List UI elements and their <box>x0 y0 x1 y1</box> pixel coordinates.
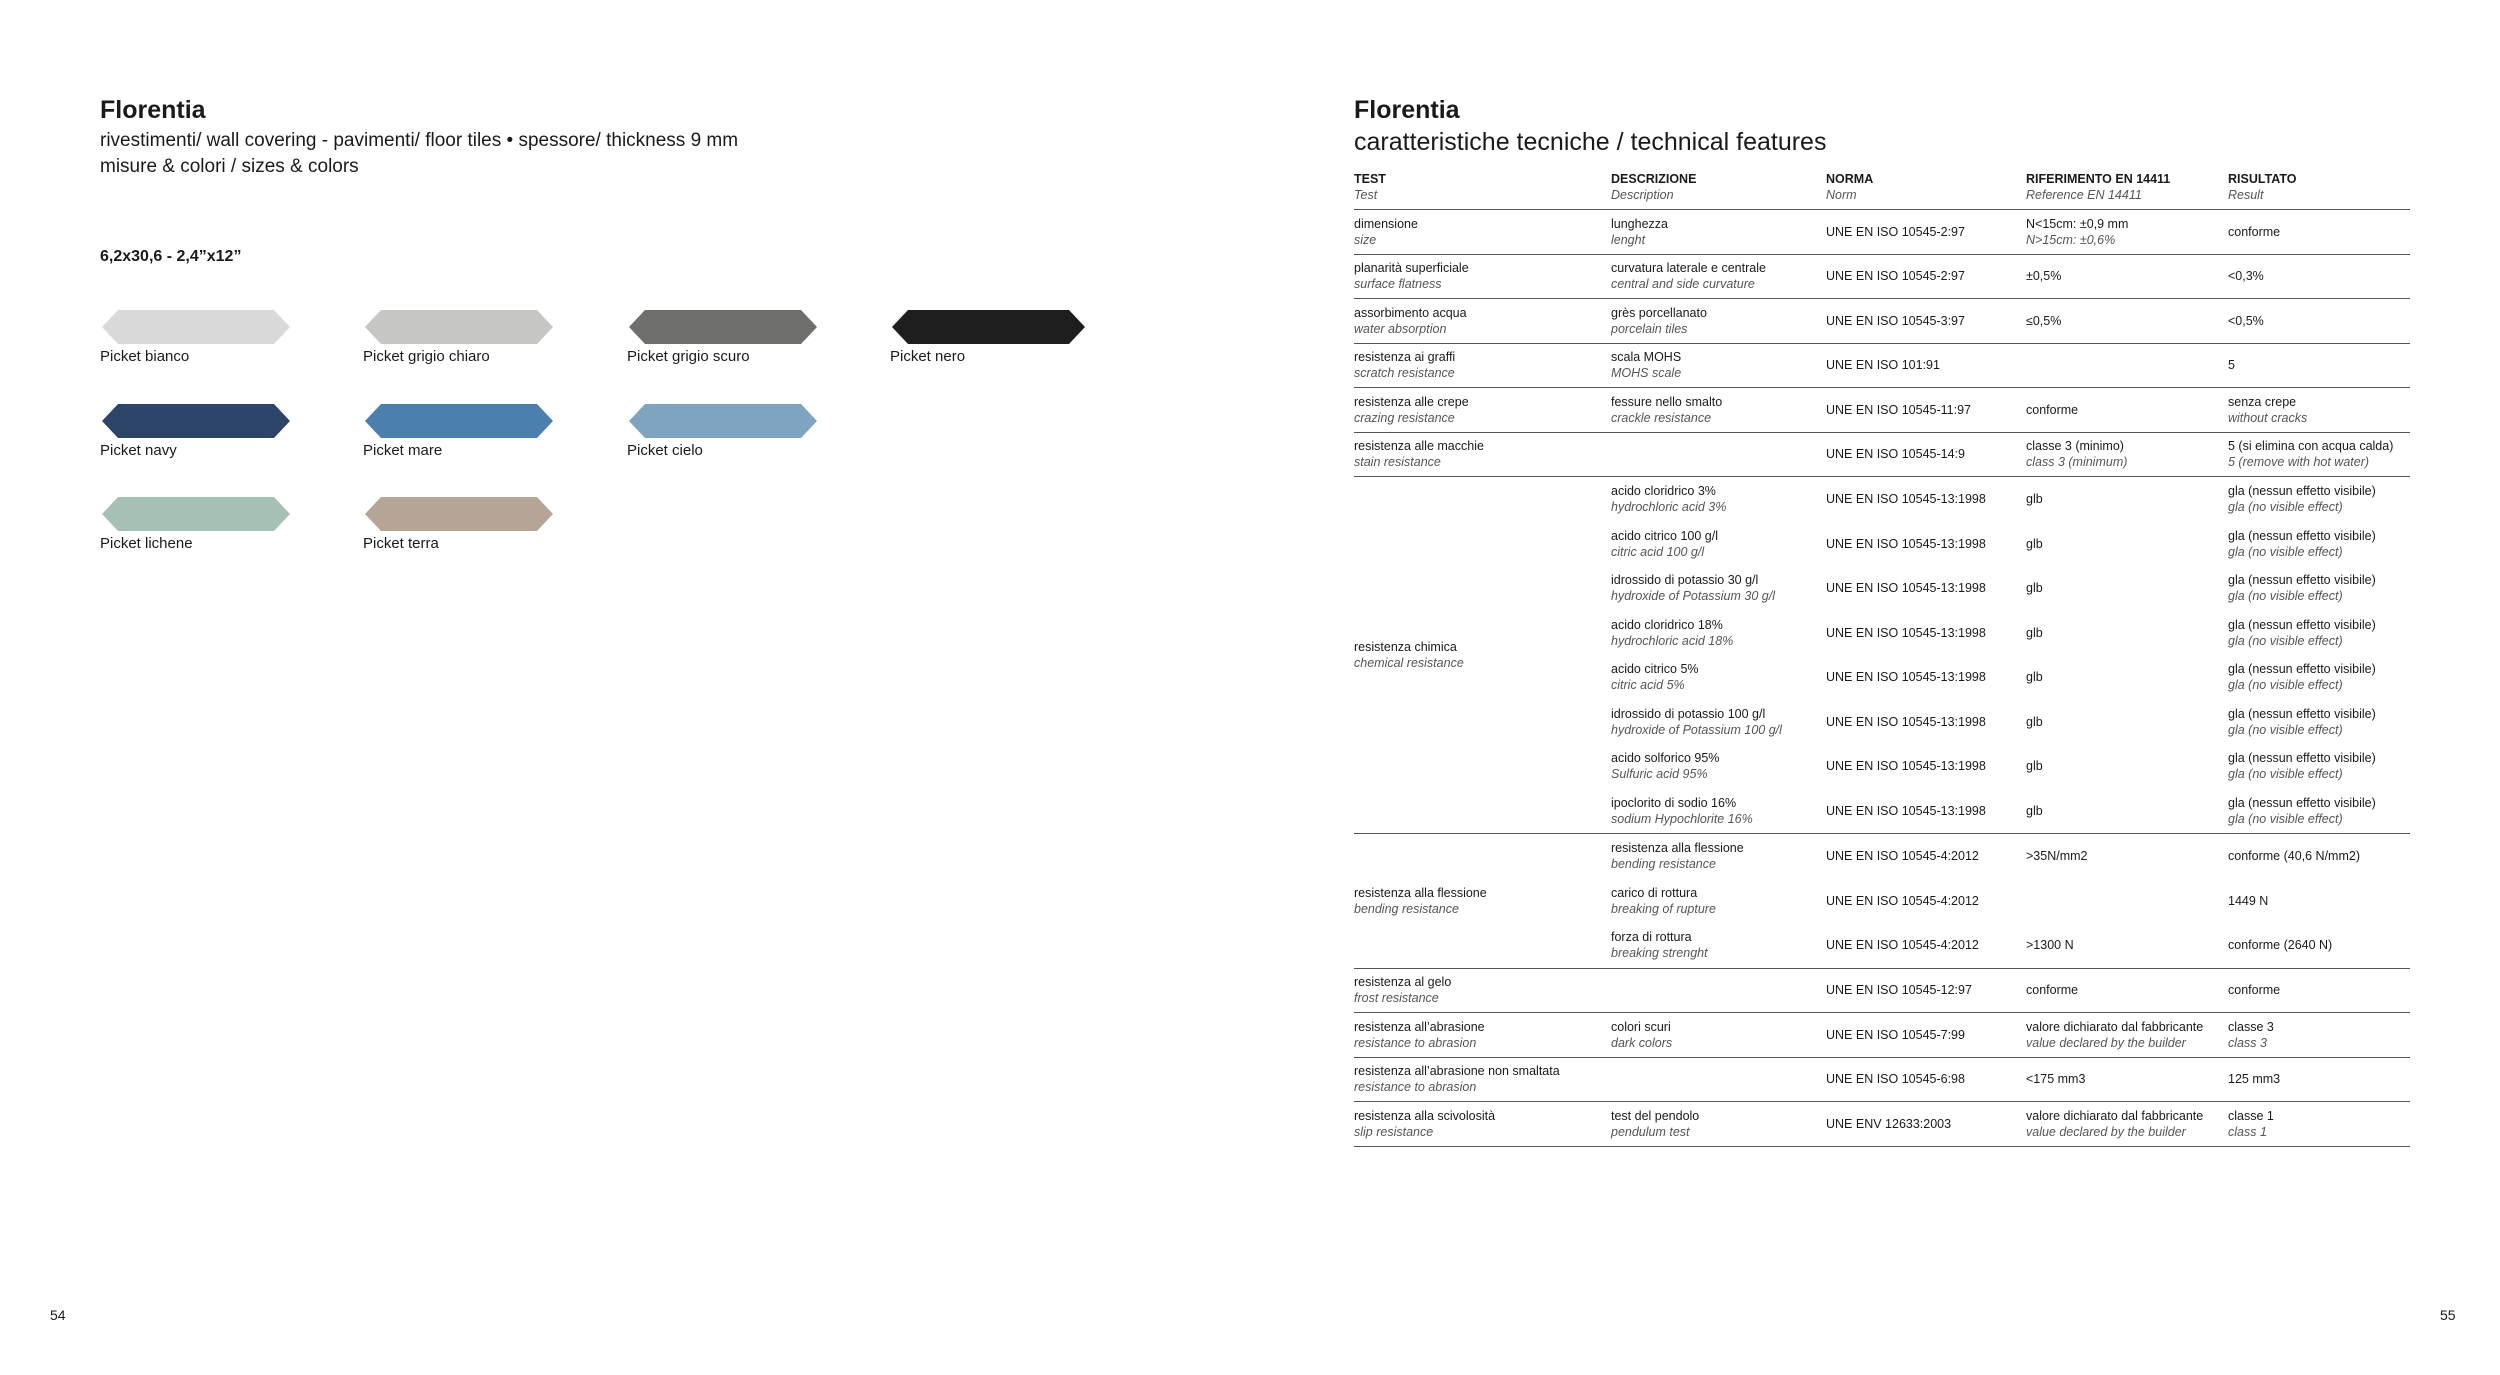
tile-swatch <box>363 308 557 346</box>
cell-text: classe 1 <box>2228 1108 2274 1123</box>
cell-text: resistenza alle macchie <box>1354 439 1484 454</box>
table-row <box>1354 254 2410 299</box>
tile-swatch-item <box>363 495 573 552</box>
tile-swatch-item <box>100 495 310 552</box>
cell-text: senza crepe <box>2228 394 2297 409</box>
cell-text: resistenza all’abrasione non smaltata <box>1354 1064 1560 1079</box>
size-label: 6,2x30,6 - 2,4”x12” <box>100 248 242 265</box>
cell-text: resistenza alle crepe <box>1354 394 1469 409</box>
cell-text: UNE EN ISO 10545-4:2012 <box>1826 893 1979 908</box>
cell-text-en: gla (no visible effect) <box>2228 589 2343 604</box>
cell-text-en: size <box>1354 232 1377 247</box>
cell-text-en: gla (no visible effect) <box>2228 633 2343 648</box>
cell-text: gla (nessun effetto visibile) <box>2228 706 2376 721</box>
cell-text: conforme <box>2026 983 2079 998</box>
cell-text: glb <box>2026 759 2043 774</box>
technical-features-table <box>1354 168 2410 1147</box>
cell-text-en: hydrochloric acid 18% <box>1611 633 1734 648</box>
cell-text-en: citric acid 5% <box>1611 678 1685 693</box>
cell-text-en: gla (no visible effect) <box>2228 811 2343 826</box>
cell-text: glb <box>2026 536 2043 551</box>
tile-swatch-item <box>100 402 310 459</box>
column-header-en: Description <box>1611 188 1674 202</box>
tile-swatch-item <box>627 308 837 365</box>
tile-swatch-item <box>100 308 310 365</box>
tile-swatch <box>363 495 557 533</box>
tile-name: Picket cielo <box>627 442 703 459</box>
table-row <box>1354 388 2410 433</box>
cell-text: gla (nessun effetto visibile) <box>2228 795 2376 810</box>
subtitle-materials: rivestimenti/ wall covering - pavimenti/ floor tiles • spessore/ thickness 9 mm <box>100 130 739 151</box>
cell-text-en: value declared by the builder <box>2026 1124 2186 1139</box>
cell-text: resistenza alla flessione <box>1611 841 1744 856</box>
cell-text: acido cloridrico 3% <box>1611 484 1716 499</box>
cell-text-en: pendulum test <box>1611 1124 1690 1139</box>
cell-text: UNE EN ISO 10545-13:1998 <box>1826 581 1986 596</box>
table-row <box>1354 477 2410 522</box>
cell-text-en: citric acid 100 g/l <box>1611 544 1705 559</box>
tile-name: Picket mare <box>363 442 443 459</box>
cell-text: UNE ENV 12633:2003 <box>1826 1116 1952 1131</box>
table-row <box>1354 343 2410 388</box>
cell-text-en: slip resistance <box>1354 1124 1434 1139</box>
tile-name: Picket grigio chiaro <box>363 348 490 365</box>
cell-text: resistenza alla flessione <box>1354 885 1487 900</box>
cell-text-en: chemical resistance <box>1354 656 1464 670</box>
table-row <box>1354 210 2410 255</box>
table-row <box>1354 1102 2410 1147</box>
cell-text: classe 3 <box>2228 1019 2274 1034</box>
cell-text: conforme <box>2228 983 2281 998</box>
table-row <box>1354 1013 2410 1058</box>
cell-text: idrossido di potassio 100 g/l <box>1611 706 1766 721</box>
cell-text-en: dark colors <box>1611 1035 1673 1050</box>
cell-text: UNE EN ISO 10545-13:1998 <box>1826 714 1986 729</box>
cell-text: UNE EN ISO 10545-7:99 <box>1826 1027 1965 1042</box>
cell-text: UNE EN ISO 10545-2:97 <box>1826 269 1965 284</box>
cell-text: grès porcellanato <box>1611 305 1707 320</box>
cell-text: glb <box>2026 714 2043 729</box>
cell-text: idrossido di potassio 30 g/l <box>1611 573 1759 588</box>
cell-text: glb <box>2026 625 2043 640</box>
page-number-right: 55 <box>2440 1307 2456 1323</box>
cell-text: UNE EN ISO 10545-3:97 <box>1826 313 1965 328</box>
tile-swatch <box>100 402 294 440</box>
cell-text: N<15cm: ±0,9 mm <box>2026 216 2129 231</box>
cell-text-en: water absorption <box>1354 321 1447 336</box>
cell-text-en: bending resistance <box>1611 857 1716 872</box>
cell-text: dimensione <box>1354 216 1418 231</box>
page-title-left: Florentia <box>100 96 206 124</box>
cell-text: UNE EN ISO 10545-13:1998 <box>1826 536 1986 551</box>
cell-text: resistenza all’abrasione <box>1354 1019 1485 1034</box>
column-header: DESCRIZIONE <box>1611 172 1697 186</box>
cell-text-en: central and side curvature <box>1611 277 1755 292</box>
table-row <box>1354 299 2410 344</box>
tile-name: Picket terra <box>363 535 439 552</box>
cell-text-en: scratch resistance <box>1354 366 1455 381</box>
cell-text: assorbimento acqua <box>1354 305 1467 320</box>
table-row <box>1354 432 2410 477</box>
cell-text: glb <box>2026 492 2043 507</box>
cell-text-en: without cracks <box>2228 410 2308 425</box>
cell-text: <0,5% <box>2228 313 2264 328</box>
cell-text-en: class 3 (minimum) <box>2026 455 2128 470</box>
cell-text-en: lenght <box>1611 232 1646 247</box>
cell-text: acido citrico 5% <box>1611 662 1699 677</box>
cell-text: 5 (si elimina con acqua calda) <box>2228 439 2394 454</box>
cell-text-en: gla (no visible effect) <box>2228 544 2343 559</box>
cell-text: planarità superficiale <box>1354 261 1469 276</box>
cell-text: UNE EN ISO 101:91 <box>1826 358 1940 373</box>
cell-text-en: sodium Hypochlorite 16% <box>1611 811 1753 826</box>
cell-text: curvatura laterale e centrale <box>1611 261 1766 276</box>
column-header: RISULTATO <box>2228 172 2297 186</box>
cell-text: gla (nessun effetto visibile) <box>2228 484 2376 499</box>
cell-text: resistenza al gelo <box>1354 975 1452 990</box>
column-header-en: Result <box>2228 188 2264 202</box>
cell-text-en: Sulfuric acid 95% <box>1611 767 1708 782</box>
cell-text: gla (nessun effetto visibile) <box>2228 662 2376 677</box>
cell-text-en: frost resistance <box>1354 991 1439 1006</box>
cell-text-en: gla (no visible effect) <box>2228 678 2343 693</box>
cell-text: glb <box>2026 670 2043 685</box>
tile-swatch <box>627 402 821 440</box>
cell-text: gla (nessun effetto visibile) <box>2228 751 2376 766</box>
cell-text-en: resistance to abrasion <box>1354 1080 1477 1095</box>
cell-text-en: 5 (remove with hot water) <box>2228 455 2370 470</box>
cell-text: 5 <box>2228 358 2235 373</box>
subtitle-sizes-colors: misure & colori / sizes & colors <box>100 156 359 177</box>
cell-text-en: class 3 <box>2228 1035 2267 1050</box>
cell-text: UNE EN ISO 10545-13:1998 <box>1826 625 1986 640</box>
cell-text: lunghezza <box>1611 216 1668 231</box>
cell-text: UNE EN ISO 10545-11:97 <box>1826 402 1971 417</box>
cell-text: ipoclorito di sodio 16% <box>1611 795 1737 810</box>
cell-text-en: hydrochloric acid 3% <box>1611 500 1727 515</box>
cell-text-en: crazing resistance <box>1354 410 1455 425</box>
cell-text: scala MOHS <box>1611 350 1682 365</box>
cell-text: gla (nessun effetto visibile) <box>2228 573 2376 588</box>
cell-text: resistenza alla scivolosità <box>1354 1108 1496 1123</box>
tile-name: Picket bianco <box>100 348 190 365</box>
cell-text-en: gla (no visible effect) <box>2228 722 2343 737</box>
cell-text: valore dichiarato dal fabbricante <box>2026 1019 2204 1034</box>
cell-text: ≤0,5% <box>2026 313 2062 328</box>
cell-text: acido solforico 95% <box>1611 751 1720 766</box>
column-header: RIFERIMENTO EN 14411 <box>2026 172 2171 186</box>
cell-text: colori scuri <box>1611 1019 1671 1034</box>
cell-text: <175 mm3 <box>2026 1072 2086 1087</box>
column-header: NORMA <box>1826 172 1874 186</box>
cell-text: >35N/mm2 <box>2026 849 2088 864</box>
cell-text: UNE EN ISO 10545-6:98 <box>1826 1072 1965 1087</box>
cell-text: acido citrico 100 g/l <box>1611 528 1719 543</box>
column-header: TEST <box>1354 172 1386 186</box>
cell-text: gla (nessun effetto visibile) <box>2228 528 2376 543</box>
cell-text: <0,3% <box>2228 269 2264 284</box>
cell-text: carico di rottura <box>1611 885 1698 900</box>
cell-text-en: hydroxide of Potassium 100 g/l <box>1611 722 1782 737</box>
cell-text: resistenza ai graffi <box>1354 350 1456 365</box>
tile-name: Picket lichene <box>100 535 193 552</box>
cell-text: UNE EN ISO 10545-4:2012 <box>1826 938 1979 953</box>
tile-swatch <box>363 402 557 440</box>
page-number-left: 54 <box>50 1307 66 1323</box>
cell-text: 1449 N <box>2228 893 2269 908</box>
cell-text: classe 3 (minimo) <box>2026 439 2124 454</box>
cell-text: conforme (40,6 N/mm2) <box>2228 849 2360 864</box>
column-header-en: Norm <box>1826 188 1857 202</box>
cell-text-en: breaking strenght <box>1611 946 1708 961</box>
cell-text-en: hydroxide of Potassium 30 g/l <box>1611 589 1775 604</box>
cell-text: glb <box>2026 581 2043 596</box>
cell-text: acido cloridrico 18% <box>1611 617 1723 632</box>
cell-text-en: gla (no visible effect) <box>2228 767 2343 782</box>
cell-text-en: surface flatness <box>1354 277 1442 292</box>
cell-text: valore dichiarato dal fabbricante <box>2026 1108 2204 1123</box>
tile-name: Picket nero <box>890 348 966 365</box>
cell-text: forza di rottura <box>1611 930 1692 945</box>
cell-text: conforme <box>2228 224 2281 239</box>
cell-text: UNE EN ISO 10545-13:1998 <box>1826 670 1986 685</box>
tile-swatch-item <box>363 308 573 365</box>
cell-text: UNE EN ISO 10545-14:9 <box>1826 447 1965 462</box>
tile-swatch <box>627 308 821 346</box>
cell-text: ±0,5% <box>2026 269 2062 284</box>
cell-text: UNE EN ISO 10545-2:97 <box>1826 224 1965 239</box>
table-row <box>1354 834 2410 879</box>
cell-text-en: breaking of rupture <box>1611 901 1716 916</box>
table-header-row <box>1354 168 2410 210</box>
cell-text: UNE EN ISO 10545-4:2012 <box>1826 849 1979 864</box>
cell-text-en: gla (no visible effect) <box>2228 500 2343 515</box>
cell-text: fessure nello smalto <box>1611 394 1723 409</box>
cell-text-en: MOHS scale <box>1611 366 1682 381</box>
tile-name: Picket grigio scuro <box>627 348 750 365</box>
tile-swatch <box>100 308 294 346</box>
cell-text: >1300 N <box>2026 938 2074 953</box>
cell-text: gla (nessun effetto visibile) <box>2228 617 2376 632</box>
column-header-en: Reference EN 14411 <box>2026 188 2142 202</box>
page-title-right: Florentia <box>1354 96 1460 124</box>
cell-text: UNE EN ISO 10545-13:1998 <box>1826 492 1986 507</box>
cell-text-en: crackle resistance <box>1611 410 1712 425</box>
cell-text: resistenza chimica <box>1354 640 1457 654</box>
column-header-en: Test <box>1354 188 1378 202</box>
table-row <box>1354 1057 2410 1102</box>
table-row <box>1354 968 2410 1013</box>
cell-text-en: value declared by the builder <box>2026 1035 2186 1050</box>
tile-swatch <box>100 495 294 533</box>
cell-text-en: bending resistance <box>1354 901 1459 916</box>
cell-text: conforme (2640 N) <box>2228 938 2333 953</box>
cell-text-en: porcelain tiles <box>1611 321 1688 336</box>
cell-text: UNE EN ISO 10545-13:1998 <box>1826 803 1986 818</box>
cell-text: UNE EN ISO 10545-12:97 <box>1826 983 1972 998</box>
tile-swatch-item <box>363 402 573 459</box>
cell-text: 125 mm3 <box>2228 1072 2281 1087</box>
cell-text-en: resistance to abrasion <box>1354 1035 1477 1050</box>
cell-text-en: N>15cm: ±0,6% <box>2026 232 2116 247</box>
tile-swatch-item <box>890 308 1100 365</box>
cell-text: glb <box>2026 803 2043 818</box>
cell-text: conforme <box>2026 402 2079 417</box>
cell-text-en: stain resistance <box>1354 455 1441 470</box>
tile-swatch <box>890 308 1089 346</box>
cell-text: UNE EN ISO 10545-13:1998 <box>1826 759 1986 774</box>
subtitle-technical-features: caratteristiche tecniche / technical features <box>1354 128 1827 156</box>
tile-swatch-item <box>627 402 837 459</box>
cell-text-en: class 1 <box>2228 1124 2267 1139</box>
cell-text: test del pendolo <box>1611 1108 1700 1123</box>
tile-name: Picket navy <box>100 442 177 459</box>
